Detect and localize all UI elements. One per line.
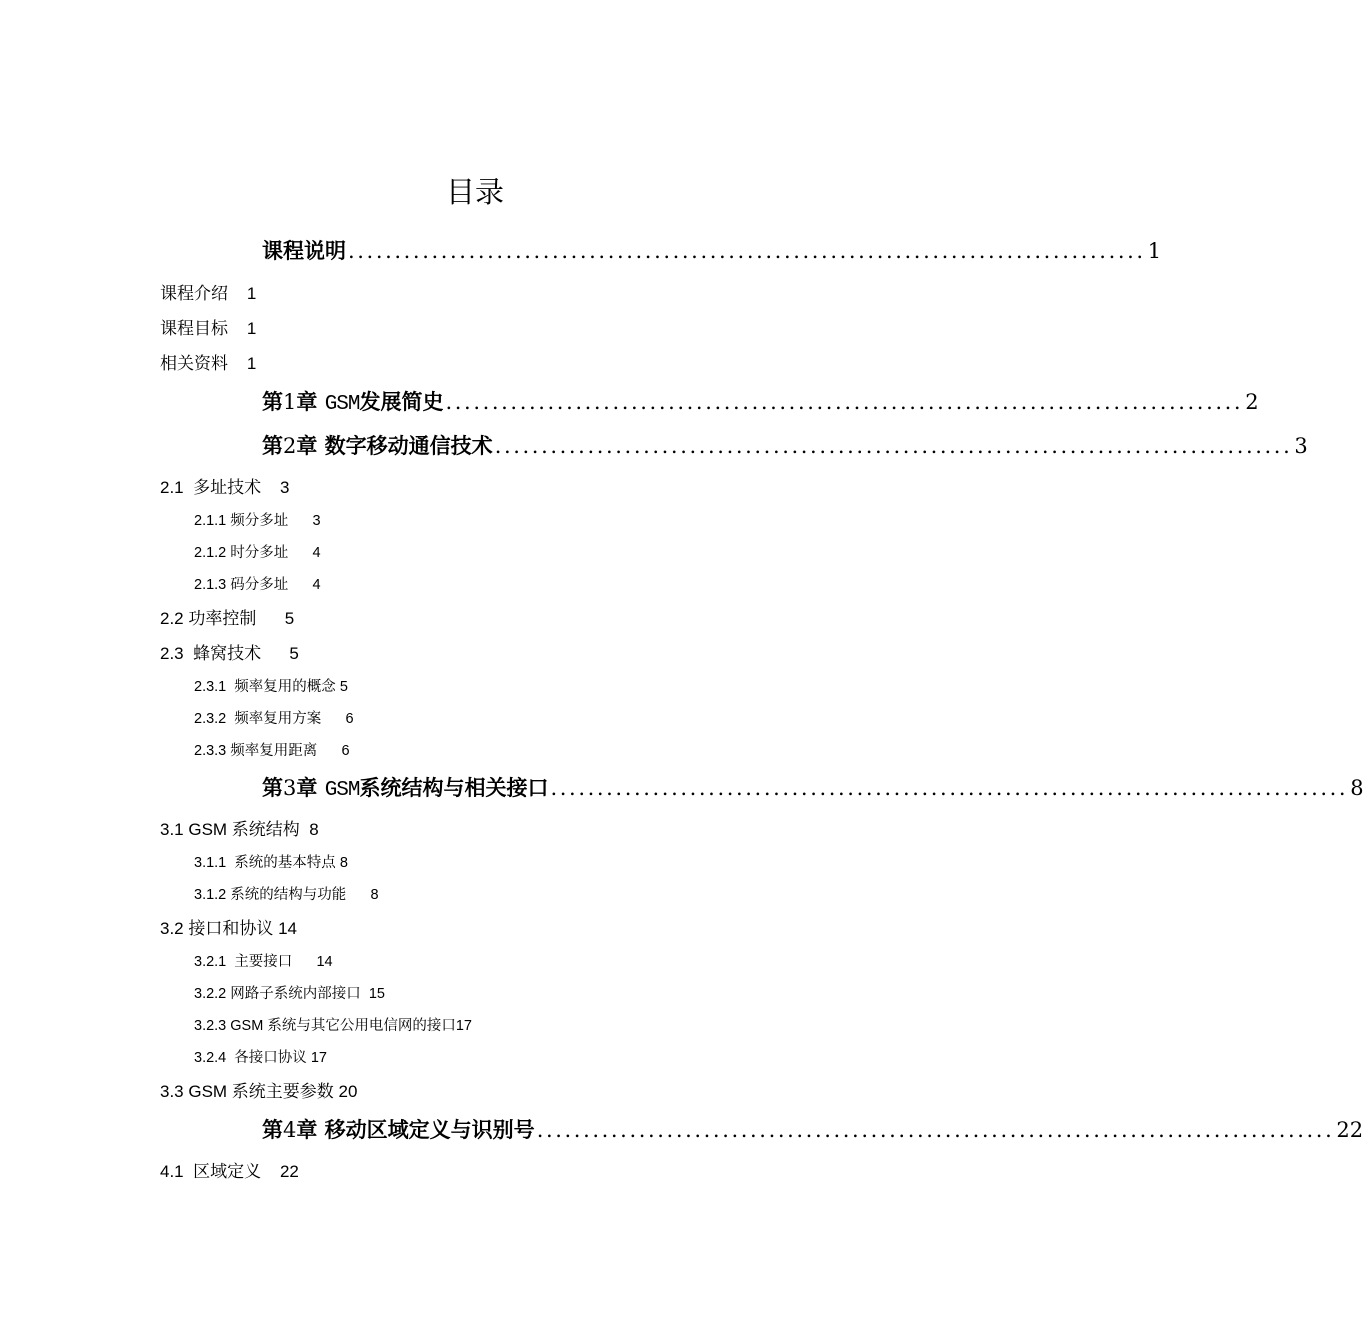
toc-chapter-1[interactable] xyxy=(262,387,1259,417)
dot-leader: ...................................................................................... xyxy=(550,776,1349,800)
toc-entry[interactable]: 2.3.3 频率复用距离 6 xyxy=(194,743,350,759)
toc-entry[interactable]: 课程介绍 1 xyxy=(160,284,257,303)
toc-entry[interactable]: 2.3.1 频率复用的概念 5 xyxy=(194,679,348,695)
toc-entry[interactable]: 4.1 区域定义 22 xyxy=(160,1162,299,1181)
toc-entry[interactable]: 3.2.1 主要接口 14 xyxy=(194,954,333,970)
toc-title: 目录 xyxy=(445,175,504,209)
chapter-page: 3 xyxy=(1294,434,1308,458)
chapter-page: 22 xyxy=(1336,1118,1364,1142)
toc-entry[interactable]: 3.1.1 系统的基本特点 8 xyxy=(194,855,348,871)
chapter-title: 课程说明 xyxy=(262,239,346,263)
toc-entry[interactable]: 3.2.3 GSM 系统与其它公用电信网的接口17 xyxy=(194,1018,472,1034)
toc-chapter-2[interactable] xyxy=(262,431,1308,461)
toc-entry[interactable]: 3.2 接口和协议 14 xyxy=(160,919,297,938)
chapter-title: 第2章 数字移动通信技术 xyxy=(262,434,493,458)
toc-entry[interactable]: 3.1 GSM 系统结构 8 xyxy=(160,820,319,839)
toc-chapter-3[interactable] xyxy=(262,773,1364,803)
toc-entry[interactable]: 2.1.3 码分多址 4 xyxy=(194,577,321,593)
toc-entry[interactable]: 2.1 多址技术 3 xyxy=(160,478,290,497)
dot-leader: ...................................................................................... xyxy=(494,434,1293,458)
toc-entry[interactable]: 2.3 蜂窝技术 5 xyxy=(160,644,299,663)
dot-leader: ...................................................................................... xyxy=(536,1118,1335,1142)
toc-entry[interactable]: 相关资料 1 xyxy=(160,354,257,373)
chapter-title: 第3章 GSM系统结构与相关接口 xyxy=(262,776,549,802)
chapter-page: 8 xyxy=(1350,776,1364,800)
chapter-page: 1 xyxy=(1147,239,1162,263)
chapter-title: 第4章 移动区域定义与识别号 xyxy=(262,1118,535,1142)
toc-entry[interactable]: 2.2 功率控制 5 xyxy=(160,609,295,628)
dot-leader: ...................................................................................... xyxy=(348,239,1146,263)
chapter-title: 第1章 GSM发展简史 xyxy=(262,390,444,416)
chapter-page: 2 xyxy=(1245,390,1259,414)
toc-chapter-course-notes[interactable] xyxy=(262,236,1162,266)
toc-entry[interactable]: 3.2.4 各接口协议 17 xyxy=(194,1050,327,1066)
toc-chapter-4[interactable] xyxy=(262,1115,1364,1145)
toc-entry[interactable]: 2.3.2 频率复用方案 6 xyxy=(194,711,354,727)
toc-entry[interactable]: 课程目标 1 xyxy=(160,319,257,338)
dot-leader: ...................................................................................... xyxy=(445,390,1244,414)
toc-entry[interactable]: 3.1.2 系统的结构与功能 8 xyxy=(194,887,379,903)
toc-entry[interactable]: 3.2.2 网路子系统内部接口 15 xyxy=(194,986,385,1002)
toc-entry[interactable]: 3.3 GSM 系统主要参数 20 xyxy=(160,1082,358,1101)
toc-entry[interactable]: 2.1.2 时分多址 4 xyxy=(194,545,321,561)
toc-entry[interactable]: 2.1.1 频分多址 3 xyxy=(194,513,321,529)
